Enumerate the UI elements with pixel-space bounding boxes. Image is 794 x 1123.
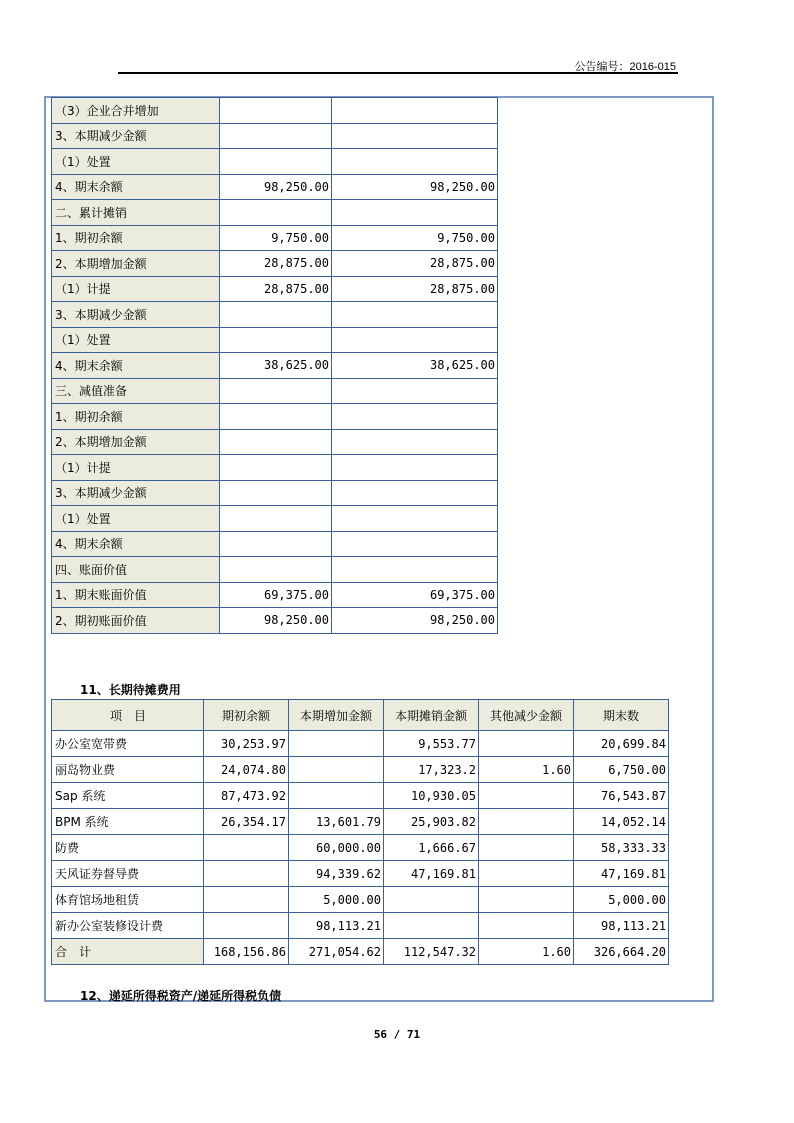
amount-cell xyxy=(479,731,574,757)
table-row xyxy=(52,404,498,430)
amount-cell: 58,333.33 xyxy=(574,835,669,861)
amount-cell xyxy=(220,506,332,532)
table-row xyxy=(52,200,498,226)
row-label: （1）处置 xyxy=(52,149,220,175)
total-amount-cell: 38,625.00 xyxy=(332,353,498,379)
table-row xyxy=(52,149,498,175)
table-row xyxy=(52,582,498,608)
total-amount: 271,054.62 xyxy=(289,939,384,965)
amount-cell xyxy=(220,98,332,124)
notice-number: 公告编号：2016-015 xyxy=(574,61,676,73)
total-row xyxy=(52,939,669,965)
column-header: 项 目 xyxy=(52,700,204,731)
row-label: 4、期末余额 xyxy=(52,531,220,557)
row-label: 3、本期减少金额 xyxy=(52,302,220,328)
row-label: 1、期初余额 xyxy=(52,225,220,251)
amount-cell: 98,113.21 xyxy=(289,913,384,939)
table-row xyxy=(52,731,669,757)
section-12-title: 12、递延所得税资产/递延所得税负债 xyxy=(80,989,282,1003)
amount-cell: 17,323.2 xyxy=(384,757,479,783)
amount-cell: 76,543.87 xyxy=(574,783,669,809)
amount-cell xyxy=(479,913,574,939)
total-amount-cell xyxy=(332,149,498,175)
amount-cell xyxy=(220,327,332,353)
table-row xyxy=(52,174,498,200)
item-name: 办公室宽带费 xyxy=(52,731,204,757)
row-label: 2、期初账面价值 xyxy=(52,608,220,634)
amount-cell xyxy=(220,302,332,328)
total-amount-cell xyxy=(332,200,498,226)
row-label: （1）计提 xyxy=(52,455,220,481)
table-row xyxy=(52,123,498,149)
table-row xyxy=(52,913,669,939)
amount-cell: 98,113.21 xyxy=(574,913,669,939)
amount-cell xyxy=(479,783,574,809)
total-amount-cell xyxy=(332,531,498,557)
total-amount-cell: 98,250.00 xyxy=(332,174,498,200)
amount-cell xyxy=(204,861,289,887)
table-row xyxy=(52,327,498,353)
amount-cell: 26,354.17 xyxy=(204,809,289,835)
table-row xyxy=(52,429,498,455)
amount-cell: 28,875.00 xyxy=(220,251,332,277)
row-label: 2、本期增加金额 xyxy=(52,251,220,277)
table-row xyxy=(52,861,669,887)
row-label: （1）计提 xyxy=(52,276,220,302)
amount-cell xyxy=(220,531,332,557)
table-row xyxy=(52,98,498,124)
row-label: 4、期末余额 xyxy=(52,353,220,379)
row-label: （1）处置 xyxy=(52,506,220,532)
amount-cell: 9,750.00 xyxy=(220,225,332,251)
amount-cell xyxy=(220,455,332,481)
amount-cell: 98,250.00 xyxy=(220,174,332,200)
amount-cell xyxy=(220,429,332,455)
total-amount-cell xyxy=(332,455,498,481)
table-row xyxy=(52,757,669,783)
total-amount: 1.60 xyxy=(479,939,574,965)
total-amount-cell xyxy=(332,378,498,404)
total-amount-cell xyxy=(332,480,498,506)
amount-cell xyxy=(220,404,332,430)
total-amount-cell: 28,875.00 xyxy=(332,276,498,302)
amount-cell: 87,473.92 xyxy=(204,783,289,809)
row-label: 2、本期增加金额 xyxy=(52,429,220,455)
amount-cell: 5,000.00 xyxy=(289,887,384,913)
row-label: 3、本期减少金额 xyxy=(52,123,220,149)
table-row xyxy=(52,531,498,557)
amount-cell xyxy=(204,835,289,861)
total-amount-cell xyxy=(332,123,498,149)
total-amount: 168,156.86 xyxy=(204,939,289,965)
item-name: 丽岛物业费 xyxy=(52,757,204,783)
long-term-prepaid-expenses-table xyxy=(51,699,669,965)
total-label: 合 计 xyxy=(52,939,204,965)
total-amount-cell xyxy=(332,302,498,328)
amount-cell: 94,339.62 xyxy=(289,861,384,887)
header-row xyxy=(52,700,669,731)
total-amount-cell: 98,250.00 xyxy=(332,608,498,634)
table-row xyxy=(52,608,498,634)
row-label: 二、累计摊销 xyxy=(52,200,220,226)
total-amount: 326,664.20 xyxy=(574,939,669,965)
amount-cell xyxy=(384,887,479,913)
row-label: 3、本期减少金额 xyxy=(52,480,220,506)
table-row xyxy=(52,353,498,379)
total-amount: 112,547.32 xyxy=(384,939,479,965)
amount-cell: 5,000.00 xyxy=(574,887,669,913)
column-header: 期末数 xyxy=(574,700,669,731)
column-header: 期初余额 xyxy=(204,700,289,731)
total-amount-cell xyxy=(332,506,498,532)
header-rule xyxy=(118,72,678,74)
row-label: 1、期末账面价值 xyxy=(52,582,220,608)
page-number: 56 / 71 xyxy=(373,1028,421,1041)
amount-cell xyxy=(204,887,289,913)
table-row xyxy=(52,809,669,835)
row-label: （3）企业合并增加 xyxy=(52,98,220,124)
amount-cell: 28,875.00 xyxy=(220,276,332,302)
amount-cell xyxy=(289,731,384,757)
section-11-title: 11、长期待摊费用 xyxy=(80,683,181,697)
amount-cell: 13,601.79 xyxy=(289,809,384,835)
amount-cell xyxy=(479,887,574,913)
table-row xyxy=(52,783,669,809)
row-label: 4、期末余额 xyxy=(52,174,220,200)
amount-cell xyxy=(220,123,332,149)
amount-cell xyxy=(479,835,574,861)
column-header: 本期增加金额 xyxy=(289,700,384,731)
row-label: 四、账面价值 xyxy=(52,557,220,583)
table-row xyxy=(52,378,498,404)
table-row xyxy=(52,302,498,328)
item-name: Sap 系统 xyxy=(52,783,204,809)
amount-cell xyxy=(289,783,384,809)
amount-cell: 10,930.05 xyxy=(384,783,479,809)
amount-cell: 14,052.14 xyxy=(574,809,669,835)
amount-cell xyxy=(479,861,574,887)
column-header: 本期摊销金额 xyxy=(384,700,479,731)
amount-cell: 60,000.00 xyxy=(289,835,384,861)
total-amount-cell xyxy=(332,429,498,455)
amount-cell: 30,253.97 xyxy=(204,731,289,757)
total-amount-cell: 69,375.00 xyxy=(332,582,498,608)
item-name: 新办公室装修设计费 xyxy=(52,913,204,939)
table-row xyxy=(52,251,498,277)
total-amount-cell xyxy=(332,98,498,124)
item-name: 体育馆场地租赁 xyxy=(52,887,204,913)
amount-cell: 47,169.81 xyxy=(384,861,479,887)
total-amount-cell: 28,875.00 xyxy=(332,251,498,277)
table-row xyxy=(52,455,498,481)
amount-cell: 69,375.00 xyxy=(220,582,332,608)
amount-cell: 38,625.00 xyxy=(220,353,332,379)
row-label: （1）处置 xyxy=(52,327,220,353)
table-row xyxy=(52,225,498,251)
amount-cell: 25,903.82 xyxy=(384,809,479,835)
amount-cell: 1.60 xyxy=(479,757,574,783)
amount-cell xyxy=(220,200,332,226)
table-row xyxy=(52,480,498,506)
amount-cell: 1,666.67 xyxy=(384,835,479,861)
item-name: 天风证券督导费 xyxy=(52,861,204,887)
table-row xyxy=(52,835,669,861)
table-row xyxy=(52,276,498,302)
amount-cell xyxy=(220,149,332,175)
amount-cell xyxy=(220,557,332,583)
table-row xyxy=(52,506,498,532)
total-amount-cell xyxy=(332,557,498,583)
total-amount-cell xyxy=(332,327,498,353)
item-name: 防费 xyxy=(52,835,204,861)
amount-cell: 24,074.80 xyxy=(204,757,289,783)
amount-cell xyxy=(220,480,332,506)
amount-cell xyxy=(289,757,384,783)
amount-cell: 98,250.00 xyxy=(220,608,332,634)
column-header: 其他减少金额 xyxy=(479,700,574,731)
amount-cell xyxy=(220,378,332,404)
table-row xyxy=(52,557,498,583)
table-row xyxy=(52,887,669,913)
row-label: 1、期初余额 xyxy=(52,404,220,430)
amount-cell: 9,553.77 xyxy=(384,731,479,757)
total-amount-cell xyxy=(332,404,498,430)
item-name: BPM 系统 xyxy=(52,809,204,835)
amount-cell: 6,750.00 xyxy=(574,757,669,783)
intangible-assets-table xyxy=(51,97,498,634)
amount-cell xyxy=(384,913,479,939)
total-amount-cell: 9,750.00 xyxy=(332,225,498,251)
row-label: 三、减值准备 xyxy=(52,378,220,404)
amount-cell xyxy=(204,913,289,939)
amount-cell: 47,169.81 xyxy=(574,861,669,887)
amount-cell xyxy=(479,809,574,835)
amount-cell: 20,699.84 xyxy=(574,731,669,757)
